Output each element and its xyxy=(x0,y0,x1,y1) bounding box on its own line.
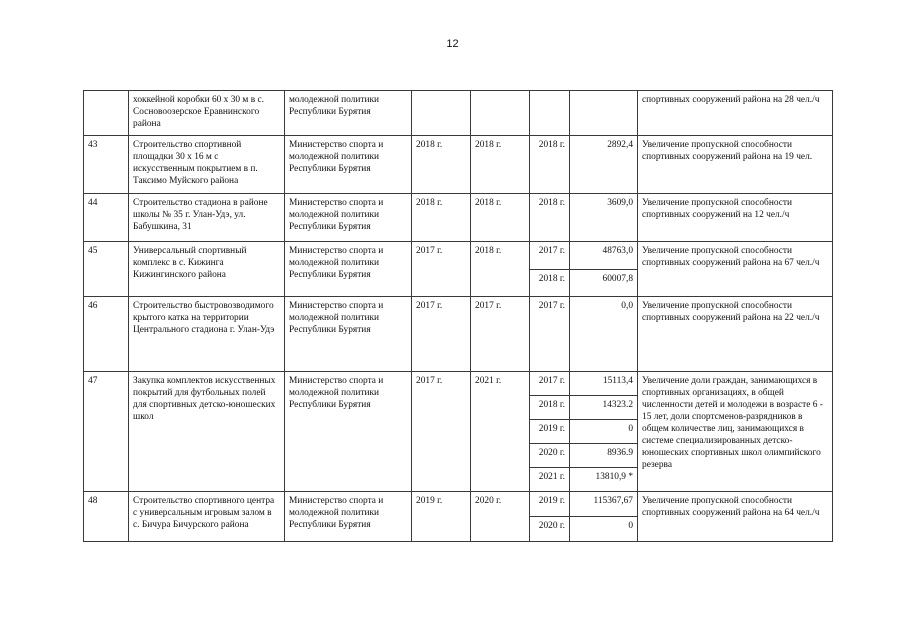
row-number-cell xyxy=(84,91,129,136)
start-year-cell: 2018 г. xyxy=(412,194,471,242)
end-year-cell: 2018 г. xyxy=(471,194,530,242)
amount-cell: 8936.9 xyxy=(570,444,638,468)
start-year-cell: 2017 г. xyxy=(412,372,471,492)
responsible-cell: Министерство спорта и молодежной политики Республики Бурятия xyxy=(285,297,412,372)
finance-year-cell: 2019 г. xyxy=(530,492,570,517)
project-name-cell: Строительство спортивного центра с универсальным игровым залом в с. Бичура Бичурского района xyxy=(129,492,285,542)
page-number: 12 xyxy=(446,38,459,50)
project-name-cell: Универсальный спортивный комплекс в с. Кижинга Кижингинского района xyxy=(129,242,285,297)
result-cell: Увеличение пропускной способности спортивных сооружений района на 67 чел./ч xyxy=(638,242,833,297)
result-cell: Увеличение пропускной способности спортивных сооружений района на 64 чел./ч xyxy=(638,492,833,542)
finance-year-cell: 2021 г. xyxy=(530,468,570,492)
table-row xyxy=(84,242,833,270)
amount-cell: 0 xyxy=(570,420,638,444)
table-row xyxy=(84,194,833,242)
responsible-cell: Министерство спорта и молодежной политики Республики Бурятия xyxy=(285,242,412,297)
project-name-cell: Закупка комплектов искусственных покрытий для футбольных полей для спортивных детско-юношеских школ xyxy=(129,372,285,492)
amount-cell: 0 xyxy=(570,517,638,542)
finance-year-cell: 2017 г. xyxy=(530,372,570,396)
finance-year-cell: 2019 г. xyxy=(530,420,570,444)
projects-table xyxy=(83,90,833,542)
responsible-cell: молодежной политики Республики Бурятия xyxy=(285,91,412,136)
table-row xyxy=(84,372,833,396)
amount-cell: 115367,67 xyxy=(570,492,638,517)
project-name-cell: Строительство спортивной площадки 30 х 16 м с искусственным покрытием в п. Таксимо Муйского района xyxy=(129,136,285,194)
result-cell: спортивных сооружений района на 28 чел./ч xyxy=(638,91,833,136)
end-year-cell: 2020 г. xyxy=(471,492,530,542)
end-year-cell: 2021 г. xyxy=(471,372,530,492)
amount-cell xyxy=(570,91,638,136)
table-body xyxy=(84,91,833,542)
amount-cell: 60007,8 xyxy=(570,270,638,297)
start-year-cell: 2017 г. xyxy=(412,297,471,372)
table-row xyxy=(84,492,833,517)
finance-year-cell: 2017 г. xyxy=(530,242,570,270)
row-number-cell: 44 xyxy=(84,194,129,242)
result-cell: Увеличение доли граждан, занимающихся в спортивных организациях, в общей численности детей и молодежи в возрасте 6 - 15 лет, доли спортсменов-разрядников в общем количестве лиц, занимающихся в системе специализированных детско-юношеских спортивных школ олимпийского резерва xyxy=(638,372,833,492)
start-year-cell: 2019 г. xyxy=(412,492,471,542)
finance-year-cell xyxy=(530,91,570,136)
start-year-cell xyxy=(412,91,471,136)
responsible-cell: Министерство спорта и молодежной политики Республики Бурятия xyxy=(285,372,412,492)
finance-year-cell: 2018 г. xyxy=(530,270,570,297)
row-number-cell: 43 xyxy=(84,136,129,194)
result-cell: Увеличение пропускной способности спортивных сооружений района на 22 чел./ч xyxy=(638,297,833,372)
amount-cell: 14323.2 xyxy=(570,396,638,420)
result-cell: Увеличение пропускной способности спортивных сооружений на 12 чел./ч xyxy=(638,194,833,242)
amount-cell: 3609,0 xyxy=(570,194,638,242)
end-year-cell xyxy=(471,91,530,136)
amount-cell: 0,0 xyxy=(570,297,638,372)
responsible-cell: Министерство спорта и молодежной политики Республики Бурятия xyxy=(285,492,412,542)
row-number-cell: 46 xyxy=(84,297,129,372)
row-number-cell: 45 xyxy=(84,242,129,297)
amount-cell: 15113,4 xyxy=(570,372,638,396)
amount-cell: 2892,4 xyxy=(570,136,638,194)
row-number-cell: 48 xyxy=(84,492,129,542)
responsible-cell: Министерство спорта и молодежной политики Республики Бурятия xyxy=(285,136,412,194)
project-name-cell: хоккейной коробки 60 х 30 м в с. Сосновоозерское Еравнинского района xyxy=(129,91,285,136)
table-row xyxy=(84,136,833,194)
responsible-cell: Министерство спорта и молодежной политики Республики Бурятия xyxy=(285,194,412,242)
finance-year-cell: 2018 г. xyxy=(530,194,570,242)
table-row xyxy=(84,91,833,136)
end-year-cell: 2018 г. xyxy=(471,136,530,194)
start-year-cell: 2018 г. xyxy=(412,136,471,194)
finance-year-cell: 2020 г. xyxy=(530,517,570,542)
amount-cell: 48763,0 xyxy=(570,242,638,270)
finance-year-cell: 2020 г. xyxy=(530,444,570,468)
amount-cell: 13810,9 * xyxy=(570,468,638,492)
table-row xyxy=(84,297,833,372)
finance-year-cell: 2018 г. xyxy=(530,396,570,420)
finance-year-cell: 2017 г. xyxy=(530,297,570,372)
start-year-cell: 2017 г. xyxy=(412,242,471,297)
result-cell: Увеличение пропускной способности спортивных сооружений района на 19 чел. xyxy=(638,136,833,194)
end-year-cell: 2017 г. xyxy=(471,297,530,372)
finance-year-cell: 2018 г. xyxy=(530,136,570,194)
end-year-cell: 2018 г. xyxy=(471,242,530,297)
row-number-cell: 47 xyxy=(84,372,129,492)
project-name-cell: Строительство стадиона в районе школы № 35 г. Улан-Удэ, ул. Бабушкина, 31 xyxy=(129,194,285,242)
project-name-cell: Строительство быстровозводимого крытого катка на территории Центрального стадиона г. Улан-Удэ xyxy=(129,297,285,372)
